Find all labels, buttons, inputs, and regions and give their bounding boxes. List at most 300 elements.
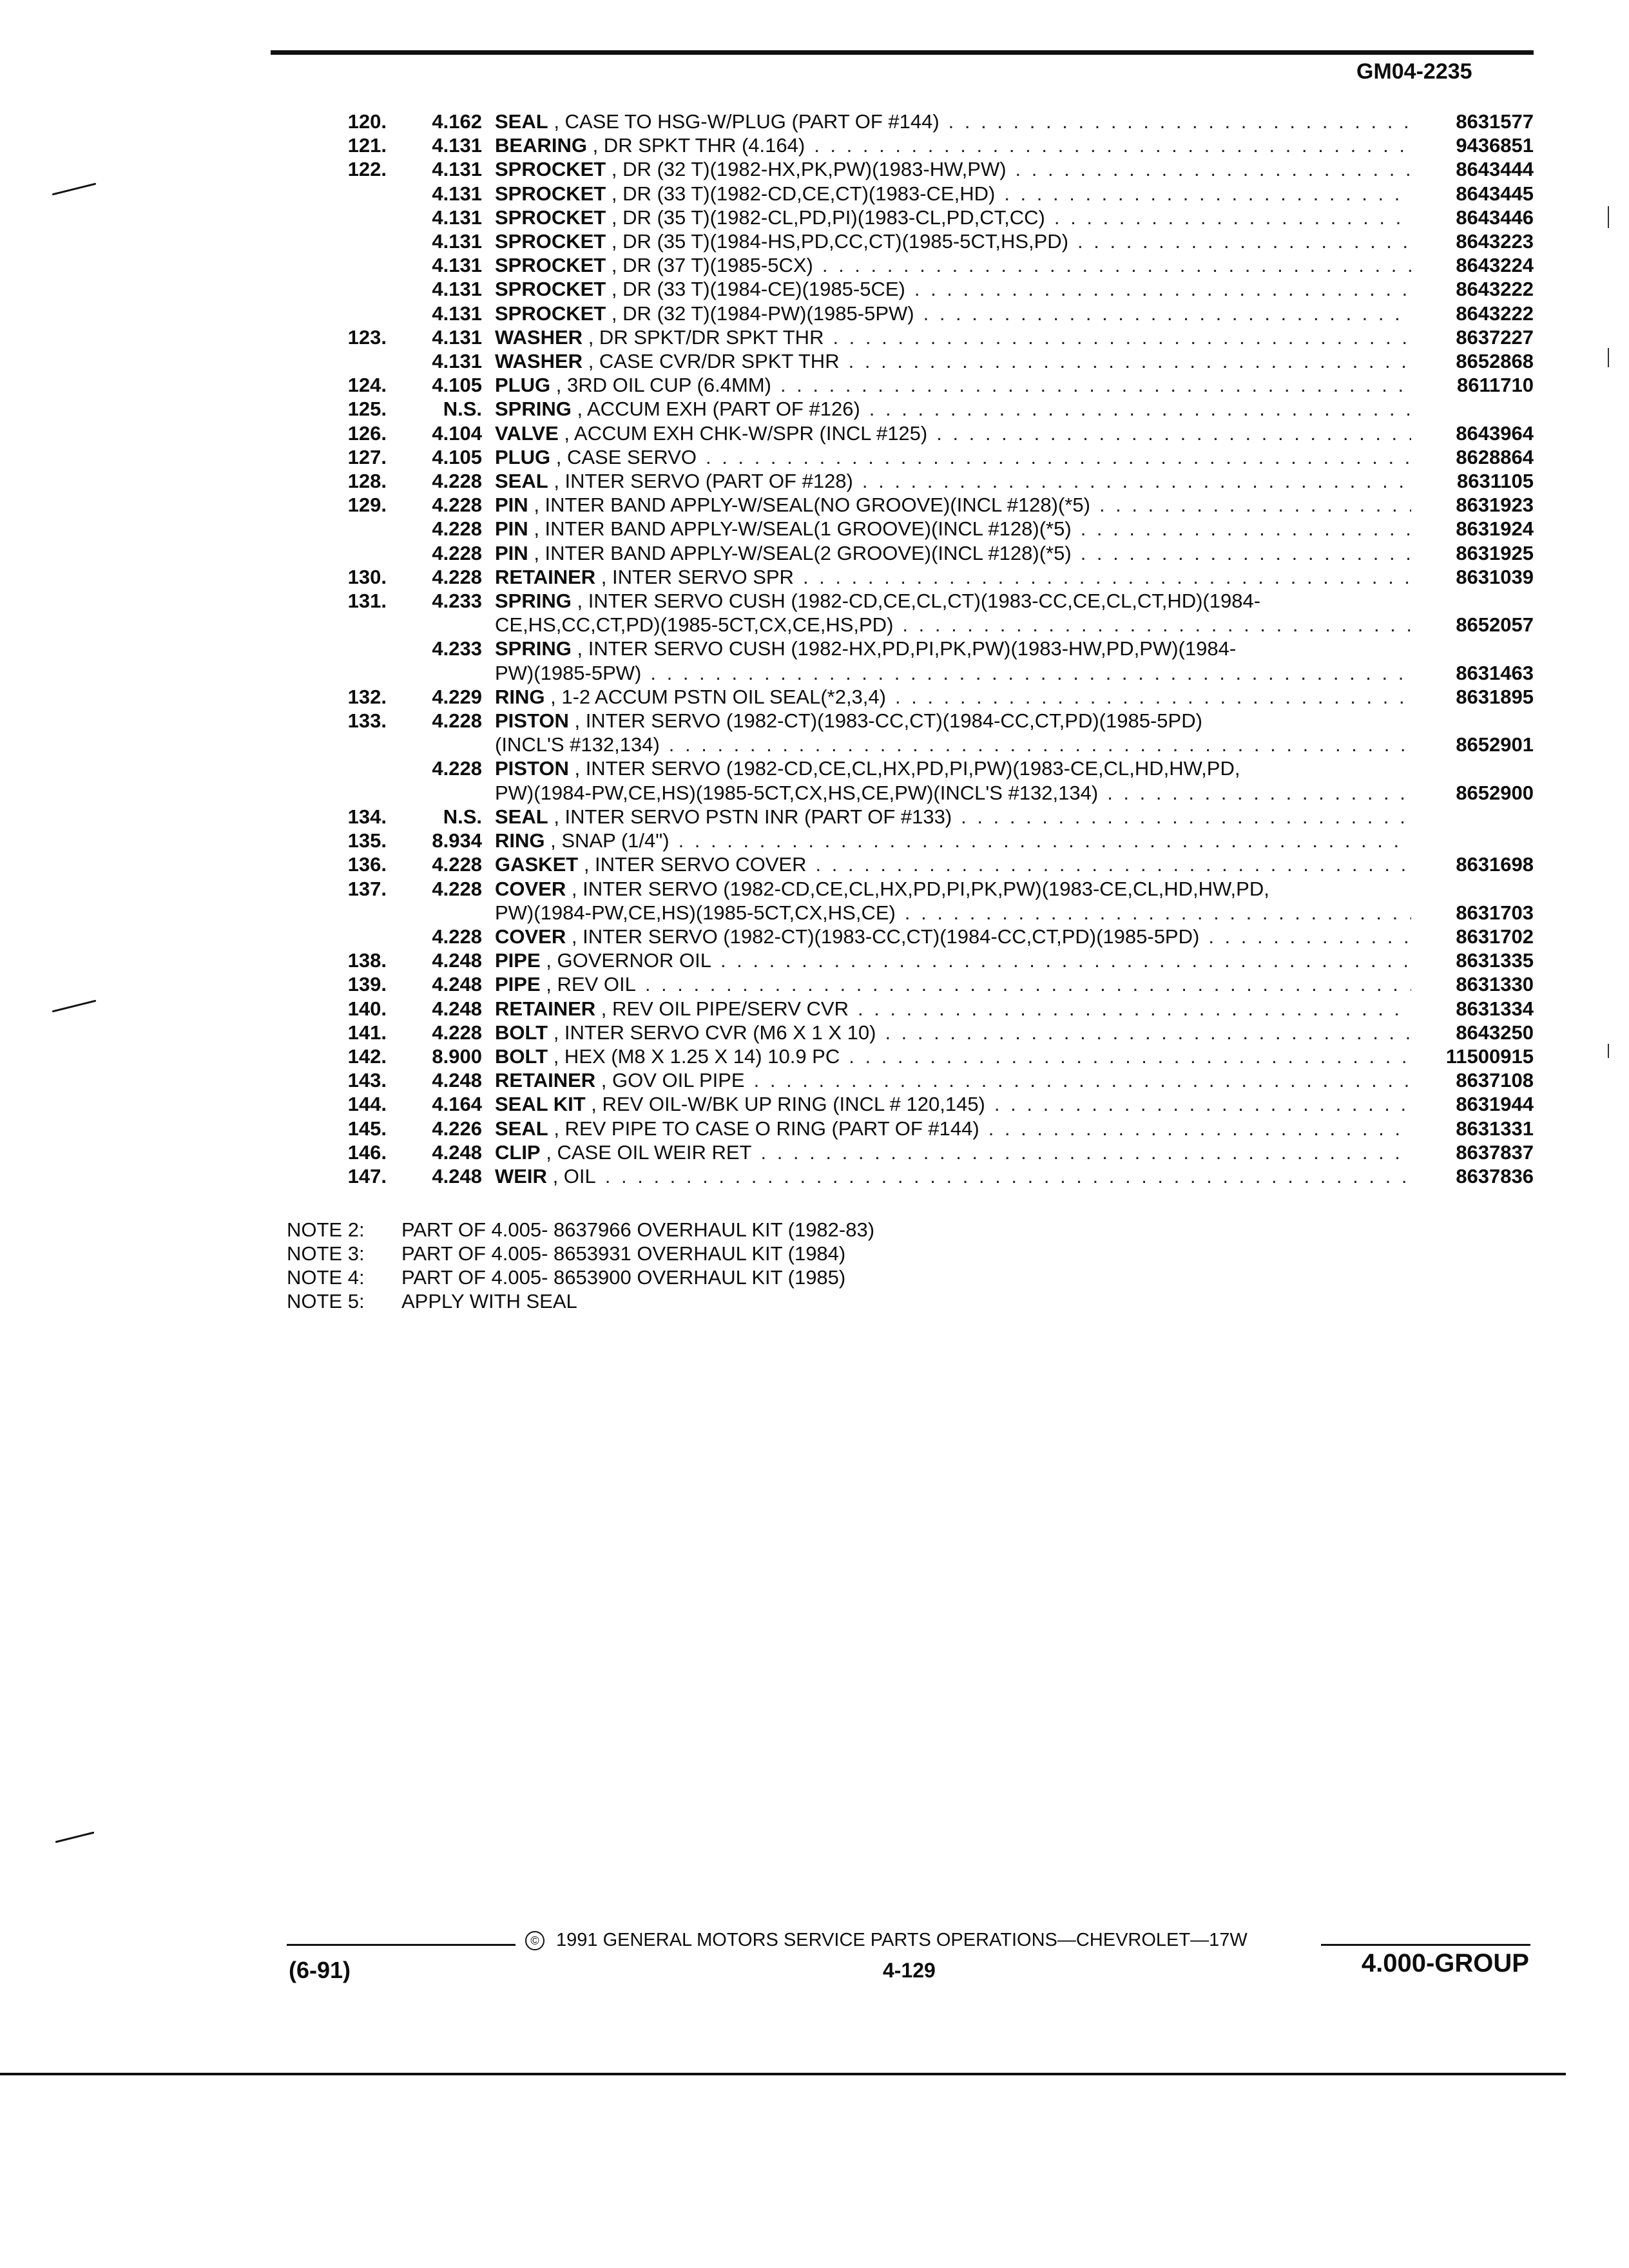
part-description [490, 1117, 1411, 1140]
part-number: 8631330 [1456, 973, 1534, 996]
group-number: 4.131 [432, 230, 482, 253]
leader-dots [1099, 493, 1411, 517]
leader-dots [803, 565, 1411, 589]
ref-number: 143. [347, 1069, 387, 1092]
group-number: 4.228 [432, 853, 482, 876]
part-row [284, 469, 1534, 493]
part-description [490, 349, 1411, 373]
part-number: 8631331 [1456, 1117, 1534, 1140]
ref-number: 135. [347, 829, 387, 852]
group-number: N.S. [443, 805, 482, 828]
ref-number: 126. [347, 421, 387, 445]
leader-dots [1081, 541, 1411, 565]
note-text: APPLY WITH SEAL [401, 1290, 577, 1312]
part-number: 8643445 [1456, 182, 1534, 205]
group-label: 4.000-GROUP [1361, 1949, 1529, 1977]
part-row [284, 302, 1534, 325]
part-detail: , 3RD OIL CUP (6.4MM) [555, 374, 771, 397]
part-name: RETAINER [495, 1069, 596, 1092]
part-number: 8643964 [1456, 421, 1534, 445]
part-description [490, 756, 1411, 804]
leader-dots [914, 277, 1411, 301]
leader-dots [1016, 157, 1411, 181]
part-description [490, 206, 1411, 229]
part-detail: , INTER SERVO SPR [601, 565, 794, 588]
part-name: SPROCKET [495, 230, 606, 253]
group-number: 4.233 [432, 637, 482, 660]
part-number: 8631335 [1456, 949, 1534, 972]
part-detail: , REV PIPE TO CASE O RING (PART OF #144) [554, 1117, 979, 1140]
part-name: SPROCKET [495, 182, 606, 205]
part-name: SPROCKET [495, 254, 606, 277]
part-row [284, 805, 1534, 829]
part-name: RETAINER [495, 997, 596, 1020]
note-label: NOTE 5: [287, 1290, 365, 1312]
part-number: 8631923 [1456, 494, 1534, 517]
part-row [284, 133, 1534, 157]
part-row [284, 325, 1534, 349]
part-description [490, 277, 1411, 301]
group-number: 4.131 [432, 182, 482, 205]
leader-dots [650, 661, 1411, 685]
part-description [490, 948, 1411, 972]
part-row [284, 589, 1534, 637]
ref-number: 130. [347, 565, 387, 588]
part-name: SPRING [495, 398, 572, 421]
part-number: 8637227 [1456, 325, 1534, 349]
leader-dots [822, 253, 1411, 277]
part-description [490, 972, 1411, 996]
leader-dots [994, 1092, 1411, 1116]
group-number: 8.900 [432, 1044, 482, 1068]
part-number: 8631925 [1456, 541, 1534, 564]
part-row [284, 997, 1534, 1021]
part-number: 8643224 [1456, 254, 1534, 277]
part-name: SPRING [495, 637, 572, 660]
group-number: 4.131 [432, 206, 482, 229]
group-number: 4.228 [432, 541, 482, 564]
ref-number: 124. [347, 374, 387, 397]
part-number: 8643222 [1456, 278, 1534, 301]
part-detail: , REV OIL [546, 973, 636, 996]
leader-dots [1208, 925, 1411, 948]
part-detail: , ACCUM EXH CHK-W/SPR (INCL #125) [564, 421, 928, 445]
group-number: 4.228 [432, 470, 482, 493]
leader-dots [815, 852, 1411, 876]
part-name: COVER [495, 925, 566, 948]
leader-dots [858, 997, 1411, 1021]
ref-number: 144. [347, 1093, 387, 1116]
part-description [490, 589, 1411, 637]
part-number: 8637108 [1456, 1069, 1534, 1092]
part-number: 8637837 [1456, 1140, 1534, 1164]
part-name: SPROCKET [495, 206, 606, 229]
part-description [490, 325, 1411, 349]
leader-dots [754, 1068, 1411, 1092]
part-detail: , CASE CVR/DR SPKT THR [588, 350, 840, 373]
leader-dots [1081, 517, 1411, 541]
part-detail-continued: (INCL'S #132,134) [495, 733, 660, 756]
part-name: PIN [495, 541, 528, 564]
part-row [284, 852, 1534, 876]
group-number: 4.248 [432, 997, 482, 1020]
group-number: 4.131 [432, 134, 482, 157]
group-number: 4.228 [432, 565, 482, 588]
part-number: 11500915 [1445, 1044, 1534, 1068]
part-description [490, 852, 1411, 876]
part-name: BOLT [495, 1021, 548, 1044]
ref-number: 120. [347, 110, 387, 133]
part-row [284, 421, 1534, 445]
group-number: 4.228 [432, 517, 482, 541]
part-description [490, 565, 1411, 589]
note-text: PART OF 4.005- 8653931 OVERHAUL KIT (1984) [401, 1242, 846, 1265]
part-name: SPROCKET [495, 302, 606, 325]
leader-dots [961, 805, 1411, 829]
part-row [284, 948, 1534, 972]
part-number: 8631702 [1456, 925, 1534, 948]
leader-dots [923, 302, 1411, 325]
part-number: 8631703 [1456, 901, 1534, 924]
part-number: 9436851 [1456, 134, 1534, 157]
part-description [490, 829, 1411, 852]
group-number: 4.131 [432, 302, 482, 325]
scan-mark [1608, 348, 1609, 367]
leader-dots [780, 373, 1411, 397]
ref-number: 132. [347, 685, 387, 708]
part-number: 8643446 [1456, 206, 1534, 229]
part-name: PIPE [495, 973, 541, 996]
part-detail-continued: PW)(1984-PW,CE,HS)(1985-5CT,CX,HS,CE) [495, 901, 896, 924]
part-description [490, 157, 1411, 181]
leader-dots [885, 1021, 1411, 1044]
part-detail: , INTER SERVO (1982-CT)(1983-CC,CT)(1984-CC,CT,PD)(1985-5PD) [571, 925, 1200, 948]
leader-dots [905, 901, 1411, 925]
note-text: PART OF 4.005- 8637966 OVERHAUL KIT (1982-83) [401, 1218, 875, 1241]
part-detail: , 1-2 ACCUM PSTN OIL SEAL(*2,3,4) [550, 685, 886, 708]
group-number: 4.248 [432, 1069, 482, 1092]
part-row [284, 182, 1534, 206]
ref-number: 123. [347, 325, 387, 349]
part-detail-continued: PW)(1984-PW,CE,HS)(1985-5CT,CX,HS,CE,PW)(INCL'S #132,134) [495, 781, 1099, 804]
part-detail: , DR (33 T)(1982-CD,CE,CT)(1983-CE,HD) [611, 182, 996, 205]
part-detail: , DR SPKT/DR SPKT THR [588, 325, 824, 349]
leader-dots [679, 829, 1411, 852]
part-detail: , DR (32 T)(1982-HX,PK,PW)(1983-HW,PW) [611, 158, 1007, 181]
part-name: RING [495, 685, 545, 708]
ref-number: 137. [347, 877, 387, 900]
leader-dots [862, 469, 1411, 493]
part-detail: , CASE TO HSG-W/PLUG (PART OF #144) [554, 110, 940, 133]
part-row [284, 565, 1534, 589]
part-row [284, 253, 1534, 277]
part-detail: , INTER SERVO (1982-CT)(1983-CC,CT)(1984-CC,CT,PD)(1985-5PD) [574, 709, 1202, 733]
part-number: 8652901 [1456, 733, 1534, 756]
part-name: PIPE [495, 949, 541, 972]
part-name: CLIP [495, 1140, 541, 1164]
part-description [490, 637, 1411, 684]
leader-dots [645, 972, 1411, 996]
part-detail: , REV OIL-W/BK UP RING (INCL # 120,145) [591, 1093, 985, 1116]
part-detail: , GOV OIL PIPE [601, 1069, 745, 1092]
part-row [284, 110, 1534, 133]
part-detail: , CASE SERVO [555, 445, 697, 468]
leader-dots [720, 948, 1411, 972]
ref-number: 131. [347, 590, 387, 613]
copyright-symbol: © [525, 1931, 545, 1950]
part-detail: , OIL [552, 1164, 596, 1187]
part-row [284, 397, 1534, 421]
note-line [287, 1289, 874, 1313]
part-description [490, 469, 1411, 493]
part-row [284, 709, 1534, 756]
part-detail: , INTER BAND APPLY-W/SEAL(1 GROOVE)(INCL #128)(*5) [534, 517, 1072, 541]
part-row [284, 1140, 1534, 1164]
part-description [490, 1044, 1411, 1068]
leader-dots [605, 1164, 1411, 1188]
ref-number: 133. [347, 709, 387, 733]
part-number: 8643250 [1456, 1021, 1534, 1044]
part-row [284, 972, 1534, 996]
scan-mark [52, 1000, 97, 1013]
group-number: N.S. [443, 398, 482, 421]
footer-rule-left [287, 1944, 516, 1946]
group-number: 4.105 [432, 374, 482, 397]
bottom-rule [0, 2073, 1566, 2075]
part-detail-continued: PW)(1985-5PW) [495, 661, 642, 684]
part-description [490, 253, 1411, 277]
ref-number: 122. [347, 158, 387, 181]
part-description [490, 445, 1411, 469]
ref-number: 125. [347, 398, 387, 421]
part-description [490, 517, 1411, 541]
part-name: RETAINER [495, 565, 596, 588]
part-description [490, 709, 1411, 756]
document-id: GM04-2235 [1356, 59, 1472, 84]
part-row [284, 517, 1534, 541]
part-name: SEAL KIT [495, 1093, 586, 1116]
group-number: 4.233 [432, 590, 482, 613]
part-detail: , DR (32 T)(1984-PW)(1985-5PW) [611, 302, 914, 325]
part-name: SPROCKET [495, 278, 606, 301]
part-description [490, 1164, 1411, 1188]
part-name: WASHER [495, 350, 583, 373]
group-number: 4.248 [432, 973, 482, 996]
part-number: 8631698 [1456, 853, 1534, 876]
part-description [490, 1140, 1411, 1164]
ref-number: 145. [347, 1117, 387, 1140]
part-row [284, 637, 1534, 684]
scan-mark [55, 1832, 95, 1843]
part-detail: , CASE OIL WEIR RET [546, 1140, 752, 1164]
group-number: 4.248 [432, 1164, 482, 1187]
part-row [284, 1117, 1534, 1140]
part-description [490, 997, 1411, 1021]
notes-section [287, 1218, 874, 1313]
part-row [284, 1164, 1534, 1188]
leader-dots [706, 445, 1411, 469]
ref-number: 146. [347, 1140, 387, 1164]
part-description [490, 493, 1411, 517]
part-detail: , INTER SERVO (1982-CD,CE,CL,HX,PD,PI,PK,PW)(1983-CE,CL,HD,HW,PD, [571, 877, 1269, 900]
part-name: SEAL [495, 470, 548, 493]
group-number: 4.228 [432, 925, 482, 948]
group-number: 4.248 [432, 1140, 482, 1164]
part-row [284, 685, 1534, 709]
leader-dots [1004, 182, 1411, 206]
ref-number: 147. [347, 1164, 387, 1187]
part-detail: , DR (35 T)(1982-CL,PD,PI)(1983-CL,PD,CT,CC) [611, 206, 1045, 229]
part-detail: , INTER SERVO (PART OF #128) [554, 470, 853, 493]
top-rule [271, 50, 1534, 55]
group-number: 4.229 [432, 685, 482, 708]
group-number: 4.131 [432, 350, 482, 373]
group-number: 8.934 [432, 829, 482, 852]
footer-rule-right [1321, 1944, 1530, 1946]
leader-dots [869, 397, 1411, 421]
note-line [287, 1218, 874, 1242]
part-number: 8631895 [1456, 685, 1534, 708]
copyright-line [525, 1930, 1248, 1951]
part-detail: , SNAP (1/4") [550, 829, 670, 852]
group-number: 4.105 [432, 445, 482, 468]
ref-number: 139. [347, 973, 387, 996]
group-number: 4.228 [432, 494, 482, 517]
part-number: 8643223 [1456, 230, 1534, 253]
part-name: BEARING [495, 134, 587, 157]
part-detail: , INTER SERVO (1982-CD,CE,CL,HX,PD,PI,PW)(1983-CE,CL,HD,HW,PD, [574, 757, 1240, 780]
part-name: PLUG [495, 445, 551, 468]
note-text: PART OF 4.005- 8653900 OVERHAUL KIT (1985) [401, 1266, 846, 1289]
group-number: 4.164 [432, 1093, 482, 1116]
note-label: NOTE 2: [287, 1218, 365, 1241]
part-description [490, 302, 1411, 325]
part-name: SPRING [495, 590, 572, 613]
ref-number: 138. [347, 949, 387, 972]
part-row [284, 493, 1534, 517]
part-row [284, 1044, 1534, 1068]
leader-dots [1054, 206, 1411, 229]
part-detail: , DR (33 T)(1984-CE)(1985-5CE) [611, 278, 905, 301]
leader-dots [902, 613, 1411, 637]
group-number: 4.228 [432, 877, 482, 900]
note-label: NOTE 4: [287, 1266, 365, 1289]
part-row [284, 877, 1534, 925]
part-row [284, 925, 1534, 948]
part-name: PLUG [495, 374, 551, 397]
part-row [284, 229, 1534, 253]
part-number: 8652868 [1456, 350, 1534, 373]
part-number: 8611710 [1457, 374, 1534, 397]
part-row [284, 445, 1534, 469]
part-number: 8631924 [1456, 517, 1534, 541]
page-number: 4-129 [883, 1959, 936, 1982]
part-number: 8643444 [1456, 158, 1534, 181]
part-description [490, 805, 1411, 829]
ref-number: 127. [347, 445, 387, 468]
part-number: 8631577 [1456, 110, 1534, 133]
ref-number: 136. [347, 853, 387, 876]
part-detail: , INTER SERVO CVR (M6 X 1 X 10) [553, 1021, 876, 1044]
part-detail: , DR SPKT THR (4.164) [592, 134, 805, 157]
group-number: 4.131 [432, 254, 482, 277]
revision-date: (6-91) [289, 1957, 351, 1983]
part-number: 8652900 [1456, 781, 1534, 804]
part-name: PIN [495, 494, 528, 517]
leader-dots [669, 733, 1411, 756]
note-line [287, 1265, 874, 1289]
part-name: SPROCKET [495, 158, 606, 181]
leader-dots [849, 349, 1411, 373]
part-description [490, 397, 1411, 421]
ref-number: 140. [347, 997, 387, 1020]
group-number: 4.228 [432, 1021, 482, 1044]
part-detail-continued: CE,HS,CC,CT,PD)(1985-5CT,CX,CE,HS,PD) [495, 613, 894, 637]
group-number: 4.131 [432, 278, 482, 301]
part-description [490, 1021, 1411, 1044]
part-name: SEAL [495, 1117, 548, 1140]
part-row [284, 157, 1534, 181]
part-detail: , ACCUM EXH (PART OF #126) [577, 398, 860, 421]
part-number: 8631944 [1456, 1093, 1534, 1116]
ref-number: 134. [347, 805, 387, 828]
part-name: WASHER [495, 325, 583, 349]
ref-number: 142. [347, 1044, 387, 1068]
part-detail: , HEX (M8 X 1.25 X 14) 10.9 PC [553, 1044, 840, 1068]
group-number: 4.104 [432, 421, 482, 445]
part-detail: , DR (35 T)(1984-HS,PD,CC,CT)(1985-5CT,HS,PD) [611, 230, 1069, 253]
part-row [284, 829, 1534, 852]
group-number: 4.226 [432, 1117, 482, 1140]
part-row [284, 1021, 1534, 1044]
group-number: 4.131 [432, 325, 482, 349]
part-number: 8631039 [1456, 565, 1534, 588]
part-description [490, 685, 1411, 709]
leader-dots [1107, 781, 1411, 805]
group-number: 4.162 [432, 110, 482, 133]
part-number: 8631334 [1456, 997, 1534, 1020]
part-description [490, 877, 1411, 925]
group-number: 4.248 [432, 949, 482, 972]
part-number: 8628864 [1456, 445, 1534, 468]
part-detail: , INTER SERVO PSTN INR (PART OF #133) [554, 805, 952, 828]
group-number: 4.131 [432, 158, 482, 181]
leader-dots [833, 325, 1411, 349]
scan-mark [1608, 206, 1609, 228]
part-description [490, 925, 1411, 948]
ref-number: 129. [347, 494, 387, 517]
part-name: VALVE [495, 421, 559, 445]
leader-dots [760, 1140, 1411, 1164]
part-description [490, 229, 1411, 253]
part-number: 8643222 [1456, 302, 1534, 325]
part-number: 8631463 [1456, 661, 1534, 684]
part-row [284, 349, 1534, 373]
part-number: 8631105 [1457, 470, 1534, 493]
leader-dots [949, 110, 1411, 133]
part-row [284, 756, 1534, 804]
part-detail: , DR (37 T)(1985-5CX) [611, 254, 813, 277]
part-row [284, 1068, 1534, 1092]
part-row [284, 541, 1534, 565]
part-row [284, 277, 1534, 301]
part-detail: , REV OIL PIPE/SERV CVR [601, 997, 849, 1020]
part-description [490, 133, 1411, 157]
copyright-text: 1991 GENERAL MOTORS SERVICE PARTS OPERATIONS—CHEVROLET—17W [556, 1930, 1248, 1950]
part-row [284, 373, 1534, 397]
part-detail: , INTER SERVO CUSH (1982-HX,PD,PI,PK,PW)(1983-HW,PD,PW)(1984- [577, 637, 1237, 660]
part-name: SEAL [495, 805, 548, 828]
